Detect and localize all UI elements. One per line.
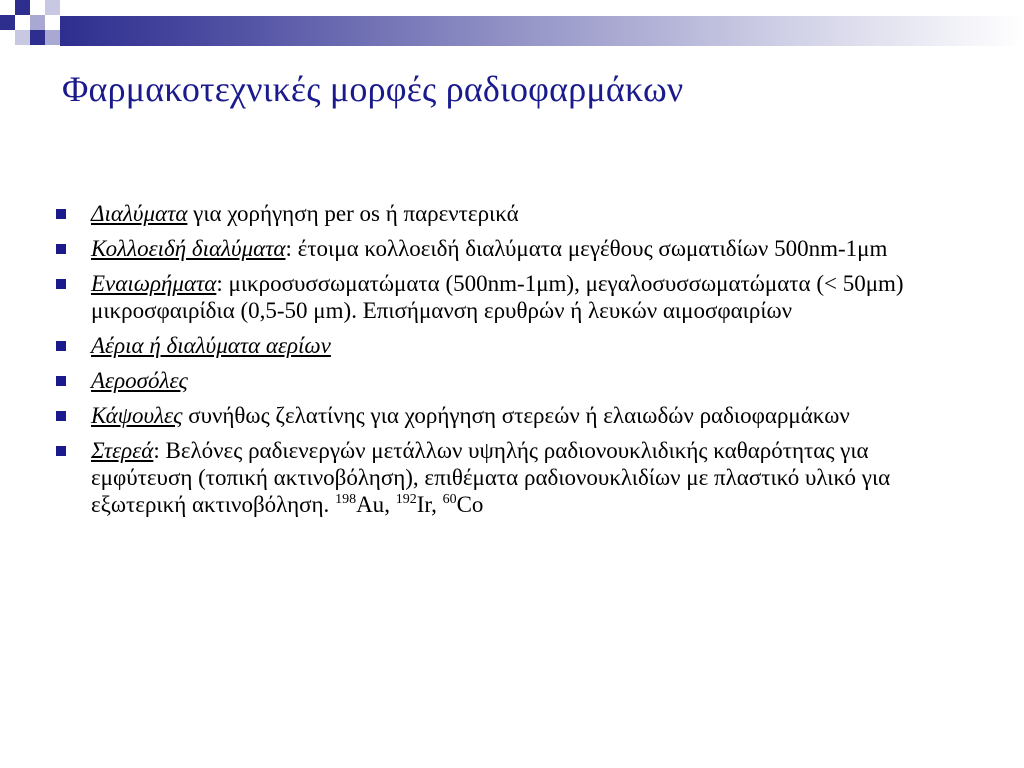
item-separator: : (153, 438, 160, 463)
list-item (56, 437, 956, 518)
item-text: μικροσυσσωματώματα (500nm-1μm), μεγαλοσυσσωματώματα (< 50μm) μικροσφαιρίδια (0,5-50 μm). Επισήμανση ερυθρών ή λευκών αιμοσφαιρίων (91, 271, 904, 323)
deco-square (30, 15, 45, 30)
deco-square (45, 30, 60, 45)
square-bullet-icon (56, 411, 66, 421)
deco-square (15, 30, 30, 45)
square-bullet-icon (56, 279, 66, 289)
deco-square (15, 15, 30, 30)
list-item (56, 235, 956, 262)
item-term: Αέρια ή διαλύματα αερίων (91, 333, 331, 358)
item-term: Διαλύματα (91, 201, 188, 226)
item-term: Κάψουλες (91, 403, 183, 428)
item-term: Αεροσόλες (91, 368, 188, 393)
item-text: έτοιμα κολλοειδή διαλύματα μεγέθους σωματιδίων 500nm-1μm (291, 236, 888, 261)
isotope-mass: 60 (442, 492, 457, 507)
isotope-symbol: Au (356, 492, 385, 517)
isotope-separator: , (384, 492, 396, 517)
isotope (396, 492, 443, 517)
deco-square (30, 45, 45, 60)
slide-title: Φαρμακοτεχνικές μορφές ραδιοφαρμάκων (62, 69, 684, 109)
isotope (335, 492, 396, 517)
list-item (56, 270, 956, 324)
deco-square (15, 0, 30, 15)
item-text: Βελόνες ραδιενεργών μετάλλων υψηλής ραδιονουκλιδικής καθαρότητας για εμφύτευση (τοπική ακτινοβόληση), επιθέματα ραδιονουκλιδίων με πλαστικό υλικό για εξωτερική ακτινοβόληση. (91, 438, 891, 517)
list-item (56, 200, 956, 227)
item-term: Κολλοειδή διαλύματα (91, 236, 286, 261)
item-text: συνήθως ζελατίνης για χορήγηση στερεών ή ελαιωδών ραδιοφαρμάκων (182, 403, 850, 428)
square-bullet-icon (56, 446, 66, 456)
list-item (56, 402, 956, 429)
deco-square (0, 0, 15, 15)
item-term: Εναιωρήματα (91, 271, 217, 296)
header-gradient-bar (60, 16, 1024, 46)
deco-square (45, 0, 60, 15)
isotope-symbol: Co (456, 492, 484, 517)
isotope (443, 492, 484, 517)
isotope-symbol: Ir (416, 492, 432, 517)
square-bullet-icon (56, 341, 66, 351)
deco-square (30, 30, 45, 45)
bullet-list (56, 200, 956, 526)
square-bullet-icon (56, 376, 66, 386)
item-term: Στερεά (91, 438, 154, 463)
item-separator: : (285, 236, 292, 261)
item-text: για χορήγηση per os ή παρεντερικά (187, 201, 519, 226)
square-bullet-icon (56, 209, 66, 219)
list-item (56, 367, 956, 394)
isotope-mass: 192 (395, 492, 417, 507)
list-item (56, 332, 956, 359)
square-bullet-icon (56, 244, 66, 254)
isotope-mass: 198 (335, 492, 357, 507)
isotope-separator: , (431, 492, 443, 517)
deco-square (0, 15, 15, 30)
item-separator: : (216, 271, 223, 296)
